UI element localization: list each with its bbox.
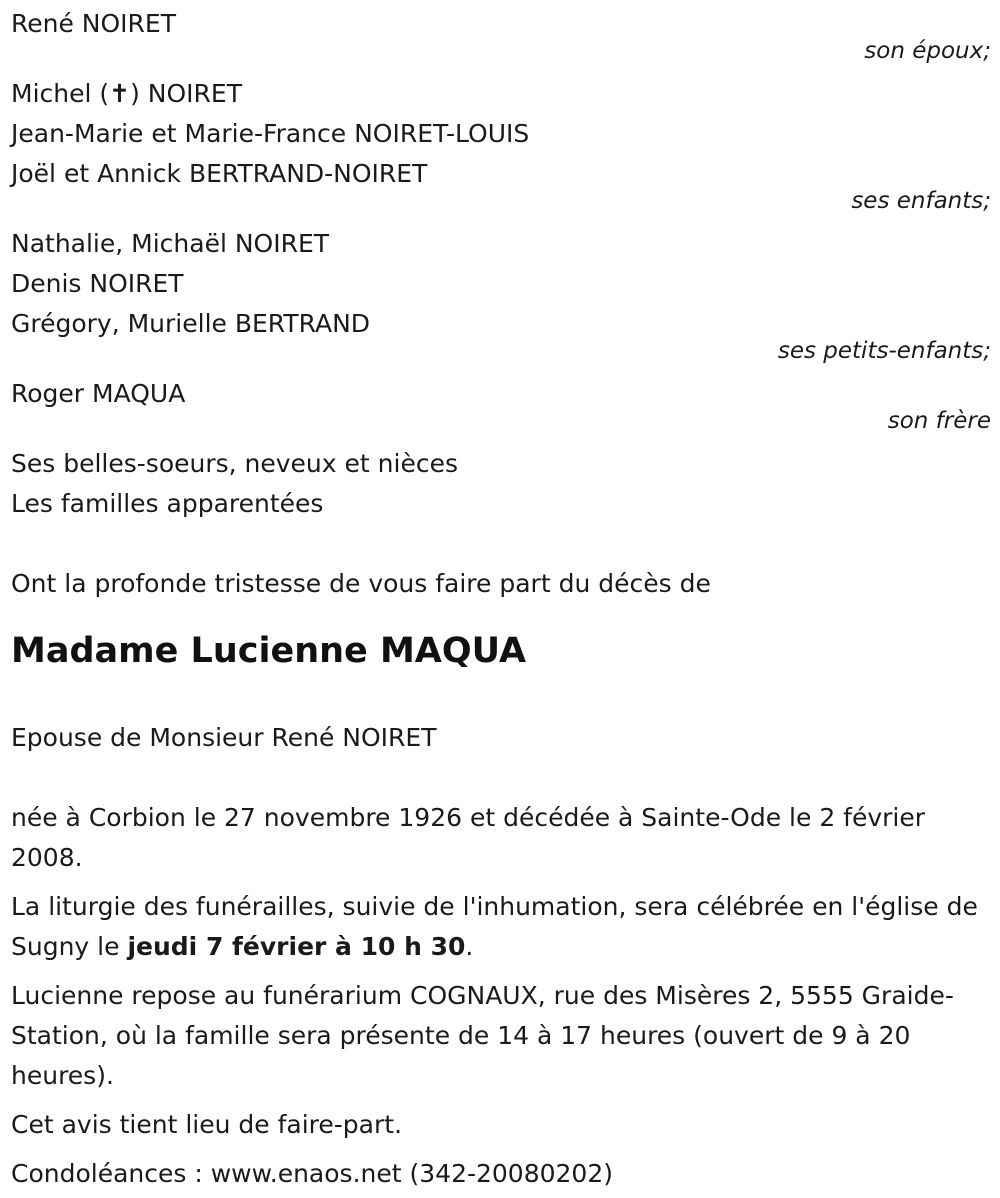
family-name: Grégory, Murielle BERTRAND [11, 309, 371, 338]
family-group-grandchildren [11, 224, 991, 367]
family-role: son époux; [864, 38, 991, 64]
condolences-paragraph: Condoléances : www.enaos.net (342-20080202) [11, 1159, 613, 1188]
family-name: Denis NOIRET [11, 269, 184, 298]
family-group-children [11, 74, 991, 217]
family-name: Joël et Annick BERTRAND-NOIRET [11, 159, 428, 188]
funeral-paragraph [11, 887, 991, 967]
family-role: ses enfants; [851, 188, 991, 214]
family-name: Jean-Marie et Marie-France NOIRET-LOUIS [11, 119, 530, 148]
repose-paragraph: Lucienne repose au funérarium COGNAUX, rue des Misères 2, 5555 Graide-Station, où la famille sera présente de 14 à 17 heures (ouvert de 9 à 20 heures). [11, 981, 954, 1090]
family-name: Michel (✝) NOIRET [11, 79, 242, 108]
deceased-name: Madame Lucienne MAQUA [11, 631, 527, 671]
extended-family [11, 444, 991, 524]
family-name: Roger MAQUA [11, 379, 186, 408]
family-name: Nathalie, Michaël NOIRET [11, 229, 330, 258]
extended-family-line: Les familles apparentées [11, 489, 324, 518]
funeral-text: La liturgie des funérailles, suivie de l'inhumation, sera célébrée en l'église de Sugny le [11, 892, 978, 961]
family-group-brother [11, 374, 991, 437]
spouse-line: Epouse de Monsieur René NOIRET [11, 723, 437, 752]
family-name: René NOIRET [11, 9, 176, 38]
extended-family-line: Ses belles-soeurs, neveux et nièces [11, 449, 458, 478]
announcement-intro: Ont la profonde tristesse de vous faire part du décès de [11, 569, 711, 598]
funeral-date: jeudi 7 février à 10 h 30 [127, 932, 466, 961]
birth-death-paragraph: née à Corbion le 27 novembre 1926 et décédée à Sainte-Ode le 2 février 2008. [11, 803, 926, 872]
notice-paragraph: Cet avis tient lieu de faire-part. [11, 1110, 403, 1139]
family-role: ses petits-enfants; [777, 338, 991, 364]
funeral-end: . [465, 932, 474, 961]
family-role: son frère [887, 408, 991, 434]
family-group-spouse [11, 4, 991, 67]
